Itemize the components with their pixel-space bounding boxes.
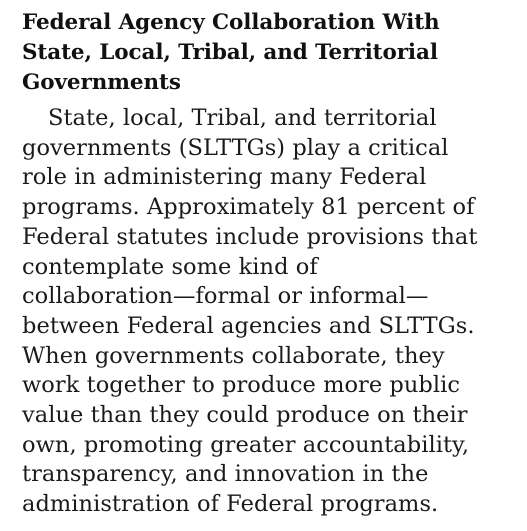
paragraph-line: Federal statutes include provisions that	[22, 223, 478, 250]
paragraph-line: collaboration—formal or informal—	[22, 283, 429, 310]
section-paragraph	[22, 104, 518, 520]
heading-line: Federal Agency Collaboration With	[22, 10, 440, 35]
paragraph-line: transparency, and innovation in the	[22, 461, 429, 488]
paragraph-line: own, promoting greater accountability,	[22, 431, 470, 458]
heading-line: Governments	[22, 70, 181, 95]
section-heading	[22, 8, 518, 98]
paragraph-line: State, local, Tribal, and territorial	[48, 105, 437, 131]
document-section	[22, 8, 518, 520]
paragraph-line: value than they could produce on their	[22, 402, 468, 429]
paragraph-line: administration of Federal programs.	[22, 491, 439, 518]
paragraph-line: contemplate some kind of	[22, 253, 318, 280]
paragraph-line: programs. Approximately 81 percent of	[22, 194, 475, 221]
paragraph-line: role in administering many Federal	[22, 164, 427, 191]
paragraph-line: between Federal agencies and SLTTGs.	[22, 312, 475, 339]
heading-line: State, Local, Tribal, and Territorial	[22, 40, 438, 65]
paragraph-line: governments (SLTTGs) play a critical	[22, 134, 449, 161]
paragraph-line: When governments collaborate, they	[22, 342, 445, 369]
paragraph-line: work together to produce more public	[22, 372, 461, 399]
